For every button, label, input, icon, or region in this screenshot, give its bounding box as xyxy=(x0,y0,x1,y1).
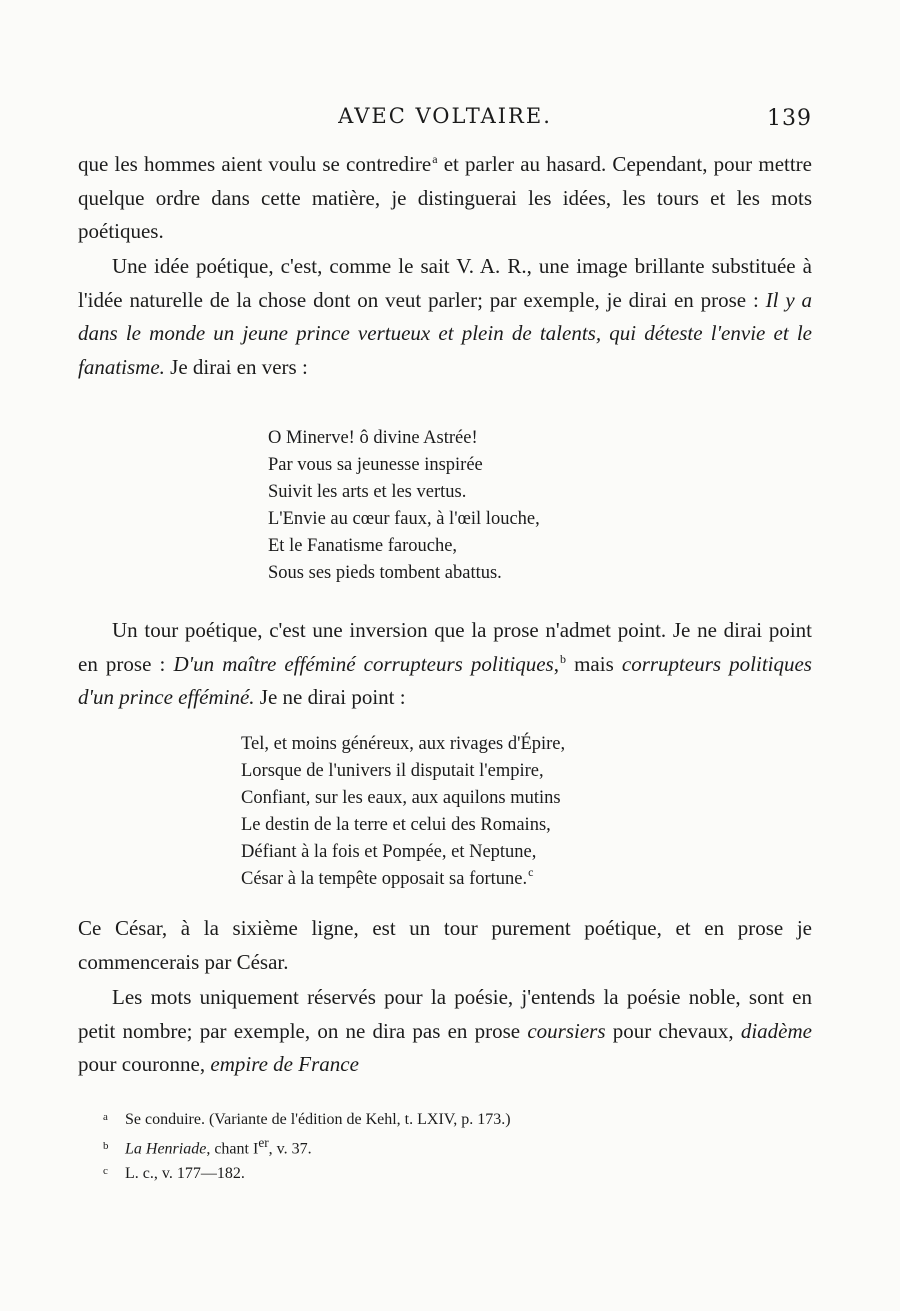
footnote-marker: a xyxy=(103,1111,108,1123)
verse-line: Par vous sa jeunesse inspirée xyxy=(268,455,483,475)
paragraph-text: Ce César, à la sixième ligne, est un tour purement poétique, et en prose je commencerais par César. xyxy=(78,916,812,974)
verse-block-cesar xyxy=(241,731,565,893)
verse-line: Tel, et moins généreux, aux rivages d'Épire, xyxy=(241,734,566,754)
footnote-text: , v. 37. xyxy=(268,1140,312,1158)
running-header xyxy=(78,104,812,134)
verse-line: Suivit les arts et les vertus. xyxy=(268,482,467,502)
verse-line xyxy=(241,866,565,893)
italic-word: empire de France xyxy=(210,1052,359,1077)
paragraph-poetic-turn xyxy=(78,614,812,715)
verse-line: Lorsque de l'univers il disputait l'empire, xyxy=(241,761,544,781)
paragraph-poetic-idea xyxy=(78,250,812,384)
verse-line: Le destin de la terre et celui des Romains, xyxy=(241,815,551,835)
footnote-text: L. c., v. 177—182. xyxy=(125,1165,245,1183)
paragraph-text: et parler au hasard. Cependant, pour mettre quelque ordre dans cette matière, je distinguerai les idées, les tours et les mots poétiques. xyxy=(78,152,812,244)
paragraph-text: pour couronne, xyxy=(78,1052,211,1077)
footnote-text: , chant I xyxy=(206,1140,259,1158)
footnotes xyxy=(103,1106,511,1185)
italic-prose-example: Il y a dans le monde un jeune prince vertueux et plein de talents, qui déteste l'envie et le fanatisme. xyxy=(78,287,812,379)
paragraph-text: que les hommes aient voulu se contredire xyxy=(78,152,432,176)
paragraph-poetic-words xyxy=(78,981,812,1082)
italic-example: D'un maître efféminé corrupteurs politiques xyxy=(173,651,554,676)
verse-line: O Minerve! ô divine Astrée! xyxy=(268,428,478,448)
verse-line-text: César à la tempête opposait sa fortune. xyxy=(241,869,528,889)
paragraph-text: Je dirai en vers : xyxy=(164,354,308,379)
footnote-a xyxy=(103,1106,511,1131)
footnote-ref-b[interactable]: b xyxy=(559,651,566,666)
paragraph-text: pour chevaux, xyxy=(605,1018,741,1043)
footnote-ref-a[interactable]: a xyxy=(432,152,438,166)
footnote-marker: c xyxy=(103,1165,108,1178)
verse-line: Défiant à la fois et Pompée, et Neptune, xyxy=(241,842,537,862)
verse-line: Confiant, sur les eaux, aux aquilons mutins xyxy=(241,788,561,808)
footnote-sup: er xyxy=(258,1135,269,1150)
paragraph-text: Une idée poétique, c'est, comme le sait V. A. R., une image brillante substituée à l'idée naturelle de la chose dont on veut parler; par exemple, je dirai en prose : xyxy=(78,254,812,312)
paragraph-text: mais xyxy=(565,651,622,676)
italic-example: corrupteurs politiques d'un prince efféminé. xyxy=(78,651,812,710)
paragraph-text: , xyxy=(553,651,559,676)
paragraph-text: Un tour poétique, c'est une inversion que la prose n'admet point. Je ne dirai point en prose : xyxy=(78,618,812,676)
verse-block-minerve xyxy=(268,425,540,587)
verse-line: Et le Fanatisme farouche, xyxy=(268,536,458,556)
page-number: 139 xyxy=(767,106,812,131)
paragraph-text: Je ne dirai point : xyxy=(254,685,406,710)
running-title: AVEC VOLTAIRE. xyxy=(338,104,552,128)
footnote-b xyxy=(103,1131,511,1160)
footnote-marker: b xyxy=(103,1140,109,1153)
italic-word: coursiers xyxy=(527,1018,606,1043)
paragraph-continuation xyxy=(78,148,812,249)
verse-line: Sous ses pieds tombent abattus. xyxy=(268,563,502,583)
paragraph-text: Les mots uniquement réservés pour la poésie, j'entends la poésie noble, sont en petit nombre; par exemple, on ne dira pas en prose xyxy=(78,985,812,1043)
footnote-c xyxy=(103,1160,511,1185)
verse-line: L'Envie au cœur faux, à l'œil louche, xyxy=(268,509,540,529)
paragraph-cesar xyxy=(78,912,812,979)
footnote-title: La Henriade xyxy=(125,1140,207,1158)
italic-word: diadème xyxy=(740,1018,812,1043)
footnote-text: Se conduire. (Variante de l'édition de Kehl, t. LXIV, p. 173.) xyxy=(125,1111,511,1128)
footnote-ref-c[interactable]: c xyxy=(528,865,534,879)
